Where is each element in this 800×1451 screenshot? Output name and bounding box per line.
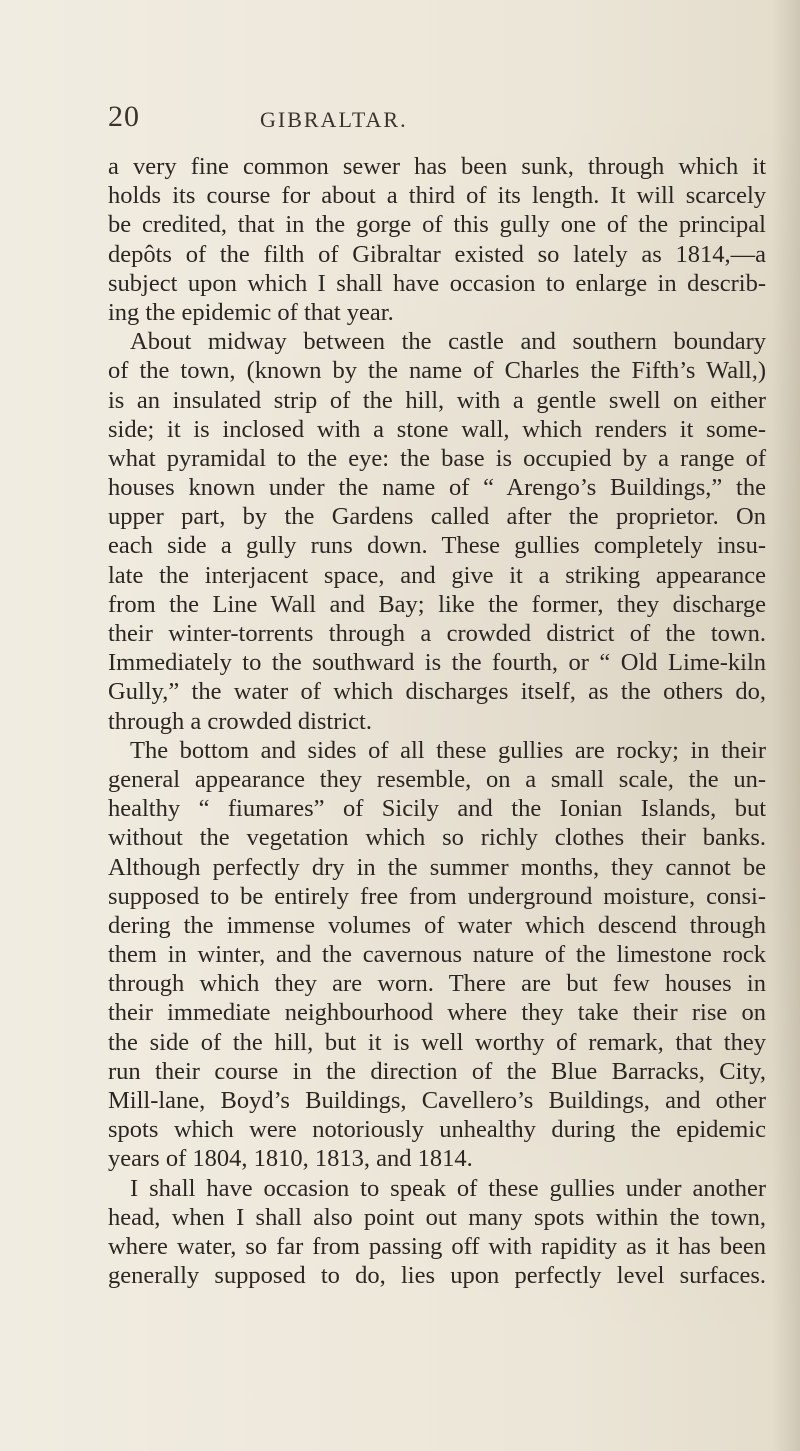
text-line: holds its course for about a third of its length. It will scarcely [108,182,766,210]
text-line: houses known under the name of “ Arengo’s Buildings,” the [108,474,766,502]
text-line: years of 1804, 1810, 1813, and 1814. [108,1145,473,1173]
running-head [108,100,708,136]
body-text [108,152,766,1290]
text-line: Immediately to the southward is the fourth, or “ Old Lime-kiln [108,649,766,677]
text-line: healthy “ fiumares” of Sicily and the Ionian Islands, but [108,795,766,823]
text-line: where water, so far from passing off with rapidity as it has been [108,1232,766,1260]
text-line: spots which were notoriously unhealthy during the epidemic [108,1116,766,1144]
text-line: late the interjacent space, and give it a striking appearance [108,561,766,589]
text-line: the side of the hill, but it is well worthy of remark, that they [108,1028,766,1056]
text-line: be credited, that in the gorge of this gully one of the principal [108,211,766,239]
text-line: through which they are worn. There are but few houses in [108,970,766,998]
text-line: them in winter, and the cavernous nature of the limestone rock [108,941,766,969]
text-line: Mill-lane, Boyd’s Buildings, Cavellero’s Buildings, and other [108,1087,766,1114]
text-line: from the Line Wall and Bay; like the former, they discharge [108,590,766,618]
text-line: run their course in the direction of the Blue Barracks, City, [108,1057,766,1085]
text-line: their immediate neighbourhood where they take their rise on [108,999,766,1027]
page-number: 20 [108,100,140,133]
text-line: Gully,” the water of which discharges itself, as the others do, [108,678,766,706]
text-line: Although perfectly dry in the summer months, they cannot be [108,853,766,881]
text-line: side; it is inclosed with a stone wall, which renders it some- [108,415,766,443]
text-line: without the vegetation which so richly clothes their banks. [108,824,766,852]
text-line: through a crowded district. [108,707,372,735]
page-edge-shadow [772,0,800,1451]
text-line: upper part, by the Gardens called after the proprietor. On [108,503,766,531]
text-line: About midway between the castle and southern boundary [130,328,766,356]
text-line: a very fine common sewer has been sunk, through which it [108,153,766,180]
text-line: what pyramidal to the eye: the base is occupied by a range of [108,444,766,472]
text-line: of the town, (known by the name of Charles the Fifth’s Wall,) [108,357,766,385]
text-line: is an insulated strip of the hill, with a gentle swell on either [108,386,766,414]
text-line: The bottom and sides of all these gullies are rocky; in their [130,736,766,764]
text-line: subject upon which I shall have occasion to enlarge in describ- [108,269,766,297]
text-line: each side a gully runs down. These gullies completely insu- [108,532,766,560]
text-line: ing the epidemic of that year. [108,298,394,326]
running-title: GIBRALTAR. [260,107,408,132]
text-line: head, when I shall also point out many spots within the town, [108,1203,766,1231]
text-line: depôts of the filth of Gibraltar existed so lately as 1814,—a [108,240,766,268]
text-line: supposed to be entirely free from underground moisture, consi- [108,882,766,910]
text-line: generally supposed to do, lies upon perfectly level surfaces. [108,1262,766,1290]
text-line: dering the immense volumes of water which descend through [108,911,766,939]
text-line: general appearance they resemble, on a small scale, the un- [108,765,766,793]
text-line: their winter-torrents through a crowded district of the town. [108,620,766,647]
text-line: I shall have occasion to speak of these gullies under another [130,1174,766,1202]
